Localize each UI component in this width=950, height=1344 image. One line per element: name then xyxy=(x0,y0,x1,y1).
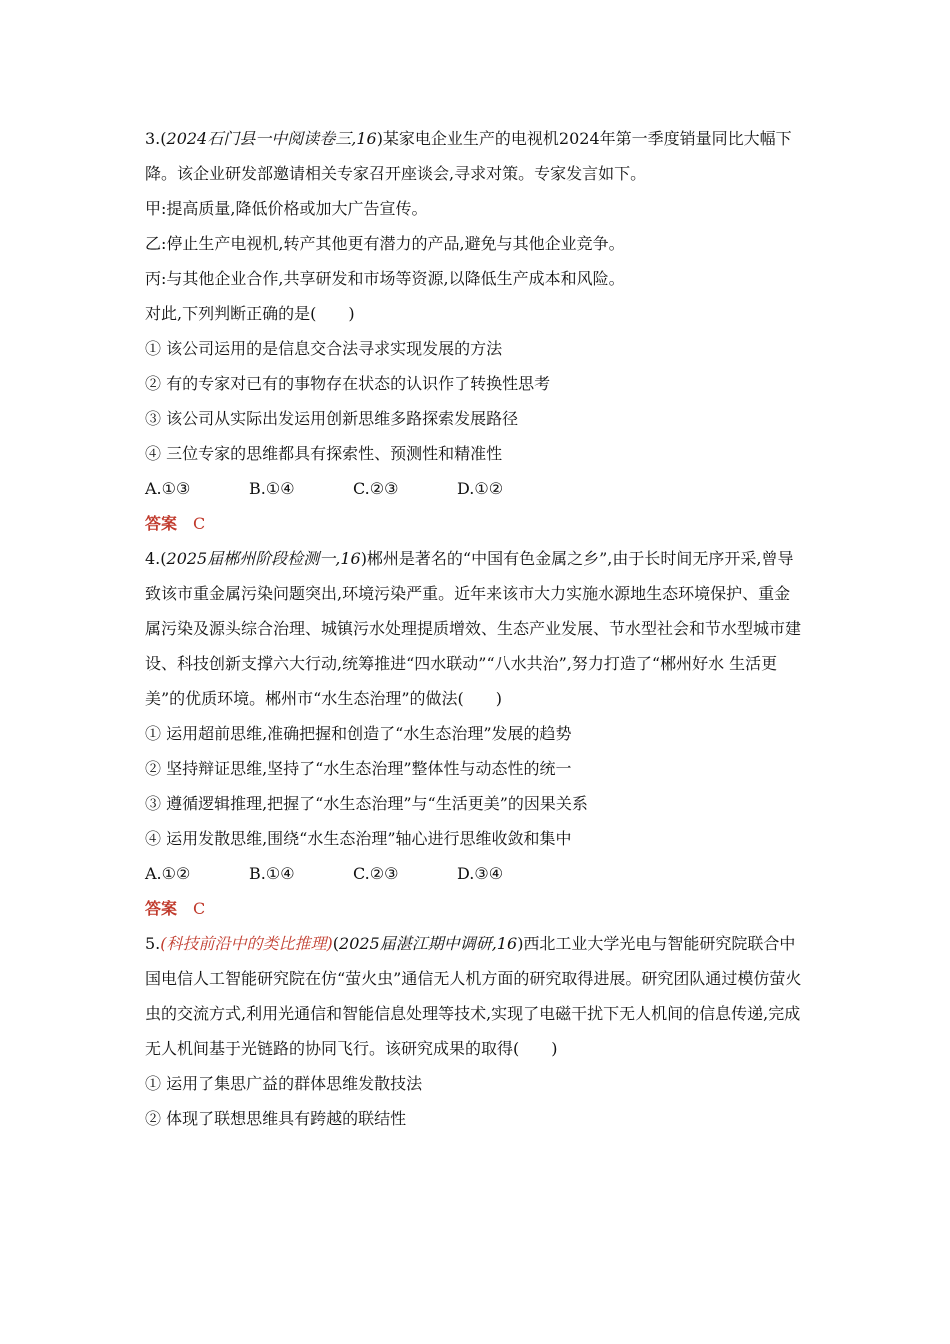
q4-choice-d: D.③④ xyxy=(457,864,504,883)
q4-answer-value: C xyxy=(193,899,206,918)
q3-choice-b: B.①④ xyxy=(249,479,295,498)
q4-choice-b: B.①④ xyxy=(249,864,295,883)
q4-option-3: ③ 遵循逻辑推理,把握了“水生态治理”与“生活更美”的因果关系 xyxy=(145,794,588,813)
q3-expert-yi: 乙:停止生产电视机,转产其他更有潜力的产品,避免与其他企业竞争。 xyxy=(145,234,625,253)
q5-topic-tag: (科技前沿中的类比推理) xyxy=(160,934,333,953)
q3-source: 2024石门县一中阅读卷三,16 xyxy=(166,129,377,148)
q3-stem-text: )某家电企业生产的电视机2024年第一季度销量同比大幅下降。该企业研发部邀请相关专家召开座谈会,寻求对策。专家发言如下。 xyxy=(145,129,792,183)
q3-choice-d: D.①② xyxy=(457,479,504,498)
q3-option-2: ② 有的专家对已有的事物存在状态的认识作了转换性思考 xyxy=(145,374,551,393)
q3-option-1: ① 该公司运用的是信息交合法寻求实现发展的方法 xyxy=(145,339,503,358)
q4-answer xyxy=(145,891,805,926)
q5-option-2: ② 体现了联想思维具有跨越的联结性 xyxy=(145,1109,407,1128)
q4-stem xyxy=(145,541,805,716)
q3-number: 3.( xyxy=(145,129,167,148)
q3-answer-value: C xyxy=(193,514,206,533)
q3-question: 对此,下列判断正确的是( ) xyxy=(145,304,355,323)
q4-option-1: ① 运用超前思维,准确把握和创造了“水生态治理”发展的趋势 xyxy=(145,724,572,743)
q5-number: 5. xyxy=(145,934,161,953)
q5-option-1: ① 运用了集思广益的群体思维发散技法 xyxy=(145,1074,423,1093)
q4-choices xyxy=(145,856,805,891)
q4-answer-label: 答案 xyxy=(145,899,178,918)
q4-number: 4.( xyxy=(145,549,167,568)
q4-option-4: ④ 运用发散思维,围绕“水生态治理”轴心进行思维收敛和集中 xyxy=(145,829,572,848)
q4-option-2: ② 坚持辩证思维,坚持了“水生态治理”整体性与动态性的统一 xyxy=(145,759,572,778)
q3-choice-c: C.②③ xyxy=(353,479,399,498)
q3-answer-label: 答案 xyxy=(145,514,178,533)
q3-expert-bing: 丙:与其他企业合作,共享研发和市场等资源,以降低生产成本和风险。 xyxy=(145,269,625,288)
q5-source: 2025届湛江期中调研,16 xyxy=(339,934,518,953)
q4-source: 2025届郴州阶段检测一,16 xyxy=(166,549,361,568)
q4-choice-c: C.②③ xyxy=(353,864,399,883)
q5-stem-text: )西北工业大学光电与智能研究院联合中国电信人工智能研究院在仿“萤火虫”通信无人机方面的研究取得进展。研究团队通过模仿萤火虫的交流方式,利用光通信和智能信息处理等技术,实现了电磁干扰下无人机间的信息传递,完成无人机间基于光链路的协同飞行。该研究成果的取得( ) xyxy=(145,934,802,1058)
q3-option-4: ④ 三位专家的思维都具有探索性、预测性和精准性 xyxy=(145,444,503,463)
q3-choice-a: A.①③ xyxy=(145,479,191,498)
q3-expert-jia: 甲:提高质量,降低价格或加大广告宣传。 xyxy=(145,199,428,218)
q3-stem xyxy=(145,121,805,191)
q3-answer xyxy=(145,506,805,541)
q4-choice-a: A.①② xyxy=(145,864,191,883)
q5-source-open: ( xyxy=(332,934,340,953)
q5-stem xyxy=(145,926,805,1066)
question-list xyxy=(145,121,805,1136)
q3-option-3: ③ 该公司从实际出发运用创新思维多路探索发展路径 xyxy=(145,409,519,428)
q4-stem-text: )郴州是著名的“中国有色金属之乡”,由于长时间无序开采,曾导致该市重金属污染问题突出,环境污染严重。近年来该市大力实施水源地生态环境保护、重金属污染及源头综合治理、城镇污水处理提质增效、生态产业发展、节水型社会和节水型城市建设、科技创新支撑六大行动,统筹推进“四水联动”“八水共治”,努力打造了“郴州好水 生活更美”的优质环境。郴州市“水生态治理”的做法( ) xyxy=(145,549,802,708)
q3-choices xyxy=(145,471,805,506)
